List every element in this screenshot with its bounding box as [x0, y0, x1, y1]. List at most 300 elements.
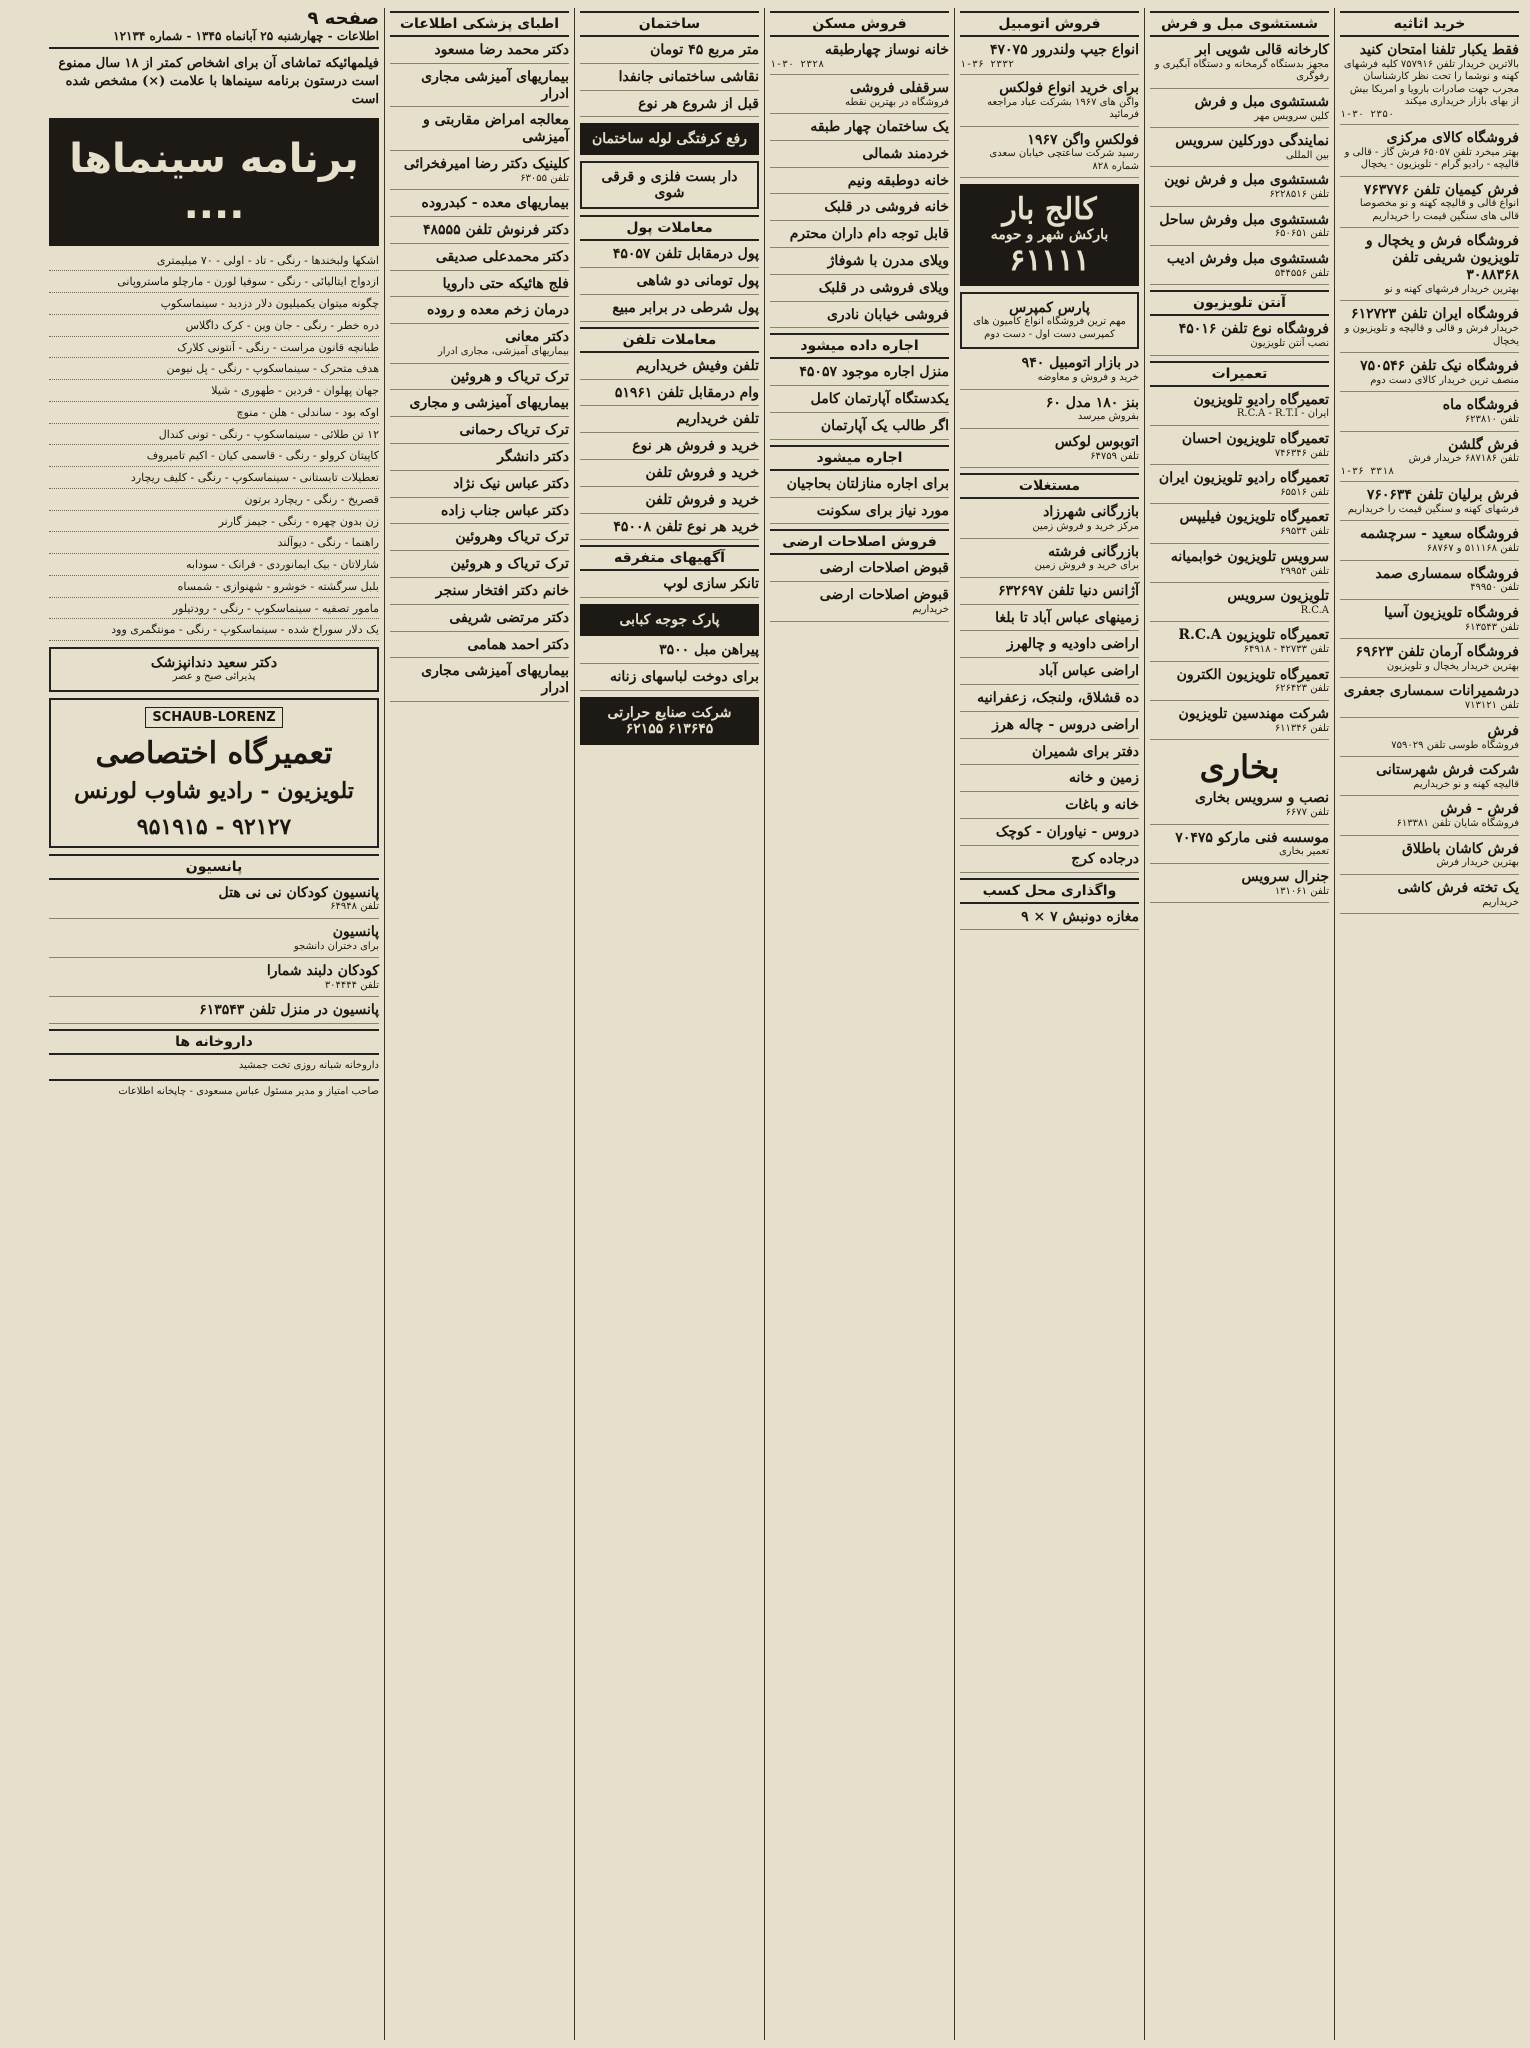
classified-ad	[390, 503, 569, 525]
ad-body: قالیچه کهنه و نو خریداریم	[1413, 778, 1519, 790]
ad-body: رسید شرکت ساعتچی خیابان سعدی شماره ۸۲۸	[989, 148, 1139, 172]
ad-body: بهتر میخرد تلفن ۶۵۰۵۷ فرش گاز - قالی و قالیچه - رادیو گرام - تلویزیون - یخچال	[1344, 146, 1519, 171]
classified-ad	[390, 529, 569, 551]
ad-title: شرکت صنایع حرارتی	[607, 704, 732, 721]
ad-body: تلفن ۶۵۵۱۶	[1280, 486, 1329, 498]
cinema-program-banner: برنامه سینماها ....	[49, 118, 379, 246]
ad-title: برای خرید انواع فولکس	[999, 79, 1139, 96]
classified-ad	[390, 276, 569, 298]
ad-body: بهترین خریدار فرشهای کهنه و نو	[1384, 283, 1519, 295]
ad-title: پانسیون در منزل تلفن ۶۱۳۵۴۳	[199, 1002, 379, 1019]
ad-list	[580, 358, 759, 541]
classified-ad	[390, 637, 569, 659]
classified-ad	[960, 770, 1139, 792]
ad-title: کلینیک دکتر رضا امیرفخرائی	[403, 155, 569, 172]
ad-title: فرش	[1487, 722, 1519, 739]
cinema-listing: کاپیتان کرولو - رنگی - قاسمی کیان - اکیم تامیروف	[49, 449, 379, 467]
classified-ad	[960, 717, 1139, 739]
ad-title: سرویس تلویزیون خوابمیانه	[1170, 548, 1329, 565]
classified-ad	[960, 355, 1139, 389]
classified-ad	[770, 146, 949, 168]
section-header: آگهیهای متفرقه	[580, 545, 759, 571]
ad-title: فروشگاه ماه	[1442, 397, 1519, 414]
classified-ad	[390, 302, 569, 324]
ad-title: جنرال سرویس	[1241, 868, 1329, 885]
ad-body: کلین سرویس مهر	[1254, 110, 1329, 122]
ad-body: خریداریم	[912, 604, 949, 616]
heater-heading: بخاری	[1199, 748, 1280, 787]
classified-ad	[1340, 723, 1519, 757]
ad-title: خانه و باغات	[1065, 797, 1139, 814]
ad-list	[770, 560, 949, 621]
classified-ad	[49, 1002, 379, 1024]
pars-compress-ad	[960, 292, 1139, 349]
classified-ad	[390, 222, 569, 244]
ad-title: فرش برلیان تلفن ۷۶۰۶۳۴	[1366, 486, 1519, 503]
classified-ad	[390, 69, 569, 108]
classified-ad	[960, 504, 1139, 538]
ad-list	[1150, 392, 1329, 741]
classified-ad	[1340, 683, 1519, 717]
ad-title: درمان زخم معده و روده	[426, 302, 569, 319]
classified-ad	[1150, 431, 1329, 465]
ad-body: خریداریم	[1482, 896, 1519, 908]
ad-body: تلفن ۶۸۷۱۸۶ خریدار فرش	[1408, 453, 1519, 465]
ad-title: در بازار اتومبیل ۹۴۰	[1021, 355, 1139, 372]
section-header: پانسیون	[49, 854, 379, 880]
ad-title: دار بست فلزی و قرقی شوی	[601, 169, 738, 202]
ad-title: پول تومانی دو شاهی	[636, 273, 759, 290]
ad-title: قبل از شروع هر نوع	[638, 95, 759, 112]
cinema-listing: ازدواج ایتالیائی - رنگی - سوفیا لورن - مارچلو ماستروپانی	[49, 275, 379, 293]
classified-ad	[1150, 549, 1329, 583]
ad-list	[1150, 42, 1329, 285]
ad-body: فروشگاه شایان تلفن ۶۱۳۳۸۱	[1396, 818, 1519, 830]
classified-ad	[960, 395, 1139, 429]
age-notice: فیلمهائیکه تماشای آن برای اشخاص کمتر از ۱۸ سال ممنوع است درستون برنامه سینماها با علامت (×) مشخص شده است	[58, 56, 379, 108]
ad-title: دکتر احمد همامی	[467, 636, 569, 653]
ad-title: متر مربع ۴۵ تومان	[650, 42, 759, 58]
ad-title: خانه فروشی در قلبک	[824, 199, 949, 216]
classified-ad	[1150, 392, 1329, 426]
classified-ad	[1150, 790, 1329, 824]
classified-ad	[1340, 42, 1519, 125]
classified-ad	[1340, 182, 1519, 229]
ad-title: فروشگاه سمساری صمد	[1375, 565, 1519, 582]
ad-title: یکدستگاه آپارتمان کامل	[810, 391, 949, 408]
ad-title: کارخانه قالی شویی ابر	[1195, 42, 1329, 58]
cinema-listing: راهنما - رنگی - دیوآلند	[49, 536, 379, 554]
ad-body: فرشهای کهنه و سنگین قیمت را خریداریم	[1347, 503, 1519, 515]
cinema-listing: تعطیلات تابستانی - سینماسکوپ - رنگی - کلیف ریچارد	[49, 471, 379, 489]
cinema-listing: چگونه میتوان یکمیلیون دلار دزدید - سینماسکوپ	[49, 297, 379, 315]
ad-title: خانه دوطبقه ونیم	[847, 172, 949, 189]
classified-ad	[960, 824, 1139, 846]
ad-title: اراضی دروس - چاله هرز	[992, 716, 1139, 733]
ad-body: تلفن ۳۰۴۴۴۴	[324, 979, 379, 991]
college-bar-ad	[960, 184, 1139, 286]
ad-body: ایران - R.C.A - R.T.I	[1236, 408, 1329, 420]
ad-title: نصب و سرویس بخاری	[1194, 790, 1329, 807]
ad-title: تعمیرگاه اختصاصی	[95, 735, 333, 771]
cinema-listing: جهان پهلوان - فردین - طهوری - شیلا	[49, 384, 379, 402]
ad-body: منصف ترین خریدار کالای دست دوم	[1370, 374, 1519, 386]
ad-title: فروشگاه فرش و یخچال و تلویزیون شریفی تلفن ۳۰۸۸۳۶۸	[1365, 233, 1519, 283]
ad-title: سرقفلی فروشی	[850, 79, 949, 96]
ad-title: انواع جیپ ولندرور ۴۷۰۷۵	[989, 42, 1139, 58]
classified-ad	[580, 246, 759, 268]
classified-ad	[1150, 212, 1329, 246]
ad-body: بین المللی	[1285, 149, 1329, 161]
schaub-lorenz-ad	[49, 698, 379, 848]
ad-title: فرش کیمیان تلفن ۷۶۳۷۷۶	[1363, 181, 1519, 198]
page-number	[49, 8, 379, 29]
ad-body: تلفن ۲۹۹۵۴	[1280, 565, 1329, 577]
classified-ad	[770, 587, 949, 621]
classified-ad	[1340, 130, 1519, 177]
ad-title: مورد نیاز برای سکونت	[816, 502, 949, 519]
classified-ad	[1150, 588, 1329, 622]
ad-title: مغازه دونبش ۷ × ۹	[1021, 908, 1139, 925]
ad-list	[580, 42, 759, 117]
ad-body: مهم ترین فروشگاه انواع کامیون های کمپرسی دست اول - دست دوم	[973, 316, 1126, 340]
classified-ad	[960, 663, 1139, 685]
classified-ad	[580, 465, 759, 487]
ad-title: رفع کرفتگی لوله ساختمان	[591, 131, 748, 148]
ad-title: بازرگانی فرشته	[1048, 543, 1139, 560]
classified-ad	[960, 80, 1139, 127]
ad-title: دکتر فرنوش تلفن ۴۸۵۵۵	[423, 222, 569, 239]
section-header: اجاره داده میشود	[770, 333, 949, 359]
ad-title: تلفن وفیش خریداریم	[635, 357, 759, 374]
ad-title: قابل توجه دام داران محترم	[789, 226, 949, 243]
classified-ad	[1340, 605, 1519, 639]
ad-body: مرکز خرید و فروش زمین	[1032, 521, 1139, 533]
ad-list	[580, 246, 759, 321]
classified-ad	[1340, 397, 1519, 431]
ad-body: تلفن ۶۲۲۸۵۱۶	[1269, 189, 1329, 201]
kebab-park-ad	[580, 604, 759, 636]
classified-ad	[1150, 509, 1329, 543]
ad-title: یک تخته فرش کاشی	[1397, 879, 1519, 896]
ad-title: فروشگاه آرمان تلفن ۶۹۶۲۳	[1355, 644, 1519, 661]
section-header: ساختمان	[580, 11, 759, 37]
classified-ad	[960, 610, 1139, 632]
ad-title: فروشگاه کالای مرکزی	[1386, 129, 1519, 146]
column-carpet-washing	[1144, 8, 1334, 2040]
ad-title: اگر طالب یک آپارتمان	[820, 418, 949, 435]
page-label: صفحه ۹	[307, 8, 379, 29]
ad-title: شستشوی مبل و فرش	[1194, 93, 1329, 110]
classified-ad	[1150, 667, 1329, 701]
ad-title: بیماریهای آمیزشی مجاری ادرار	[421, 663, 569, 697]
ad-body: واگن های ۱۹۶۷ بشرکت عباد مراجعه فرمائید	[987, 96, 1139, 121]
ad-code: ۱-۳۶ ۲۳۳۲	[960, 58, 1015, 70]
classified-ad	[1340, 437, 1519, 482]
pipe-cleaning-ad	[580, 123, 759, 155]
ad-title: پارس کمپرس	[1009, 300, 1090, 317]
ad-title: تعمیرگاه تلویزیون فیلیپس	[1179, 509, 1329, 526]
ad-title: پیراهن مبل ۳۵۰۰	[659, 642, 759, 659]
ad-title: فقط یکبار تلفنا امتحان کنید	[1359, 42, 1519, 58]
classified-ad	[390, 329, 569, 363]
ad-title: دکتر عباس نیک نژاد	[453, 475, 569, 492]
ad-title: ویلای فروشی در قلبک	[818, 279, 949, 296]
column-buy-furniture	[1334, 8, 1524, 2040]
ad-title: خرید هر نوع تلفن ۴۵۰۰۸	[613, 518, 759, 535]
ad-title: دروس - نیاوران - کوچک	[995, 824, 1139, 841]
ad-title: خانم دکتر افتخار سنجر	[435, 582, 569, 599]
classified-ad	[580, 385, 759, 407]
ad-title: اراضی داودیه و چالهرز	[1006, 636, 1139, 653]
cinema-listing: زن بدون چهره - رنگی - جیمز گارنر	[49, 515, 379, 533]
ad-body: تلفن ۶۴۷۵۹	[1090, 450, 1139, 462]
classified-ad	[1150, 94, 1329, 128]
ad-title: برای دوخت لباسهای زنانه	[610, 668, 759, 685]
classified-ad	[770, 560, 949, 582]
classified-ad	[1340, 880, 1519, 914]
ad-body: تلفن ۶۳۰۵۵	[520, 172, 569, 184]
ad-body: تلفن ۶۱۱۳۴۶	[1274, 722, 1329, 734]
ad-body: تلفن ۶۴۹۴۸	[330, 901, 379, 913]
classified-ad	[1340, 801, 1519, 835]
ad-body: تلفن ۴۹۹۵۰	[1470, 582, 1519, 594]
classified-ad	[1150, 172, 1329, 206]
ad-body: خریدار فرش و قالی و قالیچه و تلویزیون و یخچال	[1344, 323, 1519, 347]
classified-ad	[1150, 321, 1329, 355]
classified-ad	[770, 391, 949, 413]
ad-code: ۱-۳۰ ۲۳۲۸	[770, 58, 825, 70]
ad-title: موسسه فنی مارکو ۷۰۴۷۵	[1175, 829, 1329, 846]
cinema-listing: یک دلار سوراخ شده - سینماسکوپ - رنگی - مونتگمری وود	[49, 623, 379, 641]
classified-ad	[580, 669, 759, 691]
classified-ad	[960, 744, 1139, 766]
ad-title: کالج بار	[1002, 192, 1097, 228]
ad-title: تعمیرگاه تلویزیون الکترون	[1176, 666, 1329, 683]
classified-ad	[1340, 644, 1519, 678]
ad-body: تلفن ۱۳۱۰۶۱	[1274, 885, 1329, 897]
ad-title: فروشگاه سعید - سرچشمه	[1360, 526, 1519, 543]
classified-ad	[960, 42, 1139, 75]
classified-ad	[580, 411, 759, 433]
classified-ad	[49, 924, 379, 958]
ad-title: فرش - فرش	[1440, 801, 1519, 818]
classified-ad	[1150, 627, 1329, 661]
section-header: فروش اتومبیل	[960, 11, 1139, 37]
ad-body: R.C.A	[1300, 604, 1329, 616]
cinema-listing: هدف متحرک - سینماسکوپ - رنگی - پل نیومن	[49, 362, 379, 380]
ad-subtitle: بارکش شهر و حومه	[990, 227, 1109, 244]
classified-ad	[580, 42, 759, 64]
ad-title: کودکان دلبند شمارا	[266, 963, 379, 980]
ad-title: بنز ۱۸۰ مدل ۶۰	[1045, 394, 1139, 411]
ad-body: تعمیر بخاری	[1278, 846, 1329, 858]
classified-ad	[390, 583, 569, 605]
cinema-listing: ۱۲ تن طلائی - سینماسکوپ - رنگی - تونی کندال	[49, 428, 379, 446]
classified-ad	[960, 909, 1139, 931]
ad-title: بازرگانی شهرزاد	[1043, 504, 1139, 521]
ad-title: دکتر محمد رضا مسعود	[434, 42, 569, 58]
classified-ad	[1150, 133, 1329, 167]
ad-title: تلفن خریداریم	[676, 411, 759, 428]
classified-ad	[770, 418, 949, 440]
cinema-listing: قصریخ - رنگی - ریچارد برتون	[49, 493, 379, 511]
ad-title: شرکت فرش شهرستانی	[1376, 762, 1519, 779]
ad-body: تلفن ۵۱۱۱۶۸ و ۶۸۷۶۷	[1426, 543, 1519, 555]
classified-ad	[770, 307, 949, 329]
ad-title: وام درمقابل تلفن ۵۱۹۶۱	[614, 384, 759, 401]
classified-ad	[1150, 42, 1329, 89]
classified-ad	[960, 797, 1139, 819]
cinema-listing: اشکها ولبخندها - رنگی - تاد - اولی - ۷۰ میلیمتری	[49, 254, 379, 272]
ad-title: برای اجاره منازلتان بحاجیان	[786, 475, 949, 492]
ad-body: تلفن ۶۲۶۴۲۳	[1274, 683, 1329, 695]
ad-title: شستشوی مبل و فرش نوین	[1164, 172, 1329, 189]
classified-ad	[1150, 251, 1329, 285]
classified-ad	[770, 226, 949, 248]
section-header: اطبای پزشکی اطلاعات	[390, 11, 569, 37]
column-doctors	[384, 8, 574, 2040]
ad-title: شستشوی مبل وفرش ادیب	[1166, 250, 1329, 267]
publisher-note: صاحب امتیاز و مدیر مسئول عباس مسعودی - چاپخانه اطلاعات	[49, 1079, 379, 1098]
ad-title: خردمند شمالی	[862, 145, 949, 162]
ad-title: ده قشلاق، ولنجک، زعفرانیه	[977, 690, 1139, 707]
ad-list	[960, 355, 1139, 468]
classified-ad	[1340, 306, 1519, 353]
ad-title: اتوبوس لوکس	[1054, 433, 1139, 450]
cinema-listing: مامور تصفیه - سینماسکوپ - رنگی - رودتیلور	[49, 602, 379, 620]
ad-body: بالاترین خریدار تلفن ۷۵۷۹۱۶ کلیه فرشهای کهنه و نوشما را تحت نظر کارشناسان مجرب جهت صادرات بارویا و امریکا بیش از بهای بازار خریداری میکند	[1343, 58, 1519, 108]
ad-title: پانسیون	[332, 923, 379, 940]
classified-ad	[1340, 762, 1519, 796]
cinema-listing: اوکه بود - ساندلی - هلن - منوچ	[49, 406, 379, 424]
classified-ad	[580, 642, 759, 664]
cinema-list	[49, 254, 379, 642]
classified-ad	[49, 963, 379, 997]
ad-title: قبوض اصلاحات ارضی	[819, 587, 949, 604]
classified-ad	[580, 358, 759, 380]
ad-title: خرید و فروش تلفن	[645, 491, 759, 508]
ad-title: دفتر برای شمیران	[1031, 743, 1139, 760]
ad-title: نمایندگی دورکلین سرویس	[1175, 133, 1329, 150]
ad-title: تعمیرگاه رادیو تلویزیون ایران	[1158, 470, 1329, 487]
cinema-listing: طبانچه قانون مراست - رنگی - آنتونی کلارک	[49, 341, 379, 359]
dentist-ad	[49, 647, 379, 692]
ad-title: پول درمقابل تلفن ۴۵۰۵۷	[612, 246, 759, 263]
ad-title: پول شرطی در برابر مبیع	[612, 299, 759, 316]
ad-title: درجاده کرج	[1071, 850, 1139, 867]
ad-title: ترک تریاک رحمانی	[459, 422, 569, 439]
pharmacy-note: داروخانه شبانه روزی تخت جمشید	[238, 1060, 379, 1072]
classified-ad	[390, 476, 569, 498]
classified-ad	[960, 851, 1139, 873]
classified-ad	[390, 663, 569, 702]
ad-title: آژانس دنیا تلفن ۶۳۲۶۹۷	[998, 582, 1139, 599]
ad-title: فولکس واگن ۱۹۶۷	[1027, 131, 1139, 148]
classified-ad	[960, 583, 1139, 605]
heating-company-ad	[580, 697, 759, 745]
classified-ad	[390, 369, 569, 391]
classified-ad	[960, 690, 1139, 712]
column-car-sales	[954, 8, 1144, 2040]
ad-list	[49, 885, 379, 1025]
classified-ad	[390, 112, 569, 151]
classified-ad	[390, 610, 569, 632]
ad-title: نقاشی ساختمانی جانفدا	[618, 68, 759, 85]
classified-ad	[390, 556, 569, 578]
cinema-listing: شارلاتان - بیک ایمانوردی - فرانک - سودابه	[49, 558, 379, 576]
classified-ad	[770, 80, 949, 114]
ad-title: اراضی عباس آباد	[1038, 663, 1139, 680]
ad-title: پارک جوجه کبابی	[619, 612, 720, 629]
ad-phone: ۶۱۳۶۴۵ ۶۲۱۵۵	[625, 720, 714, 737]
ad-title: شستشوی مبل وفرش ساحل	[1159, 211, 1329, 228]
ad-title: تعمیرگاه تلویزیون R.C.A	[1178, 627, 1329, 644]
classified-ad	[1340, 358, 1519, 392]
ad-body: بفروش میرسد	[1077, 411, 1139, 423]
ad-list	[1340, 42, 1519, 914]
section-header: واگذاری محل کسب	[960, 878, 1139, 904]
ad-title: زمین و خانه	[1069, 770, 1139, 787]
ad-body: تلفن ۵۴۴۵۵۶	[1274, 267, 1329, 279]
ad-title: فلج هائیکه حتی دارویا	[442, 275, 569, 292]
classified-ad	[1150, 706, 1329, 740]
section-header: معاملات پول	[580, 215, 759, 241]
classified-ad	[770, 42, 949, 75]
ad-body: بیماریهای آمیزشی، مجاری ادرار	[437, 346, 569, 358]
ad-body: تلفن ۶۲۳۸۱۰	[1464, 414, 1519, 426]
ad-title: دکتر معانی	[505, 329, 569, 346]
classified-ad	[580, 273, 759, 295]
ad-title: خرید و فروش هر نوع	[632, 438, 759, 455]
ad-title: خانه نوساز چهارطبقه	[824, 42, 949, 58]
section-header: آنتن تلویزیون	[1150, 290, 1329, 316]
ad-body: فروشگاه طوسی تلفن ۷۵۹۰۲۹	[1391, 739, 1519, 751]
ad-title: یک ساختمان چهار طبقه	[810, 119, 949, 136]
classified-ad	[770, 173, 949, 195]
ad-title: فروشگاه ایران تلفن ۶۱۲۷۲۳	[1351, 306, 1519, 323]
classified-ad	[580, 438, 759, 460]
classified-ad	[1150, 470, 1329, 504]
ad-body: فروشگاه در بهترین نقطه	[845, 96, 949, 108]
section-header: تعمیرات	[1150, 361, 1329, 387]
ad-title: دکتر مرتضی شریفی	[449, 609, 569, 626]
ad-title: قبوض اصلاحات ارضی	[819, 560, 949, 577]
ad-title: منزل اجاره موجود ۴۵۰۵۷	[799, 364, 949, 381]
ad-body: تلفن ۷۱۳۱۲۱	[1464, 700, 1519, 712]
ad-title: ترک تریاک و هروئین	[450, 556, 569, 573]
classified-ad	[390, 422, 569, 444]
ad-title: دکتر سعید دندانپزشک	[150, 655, 278, 672]
cinema-listing: دره خطر - رنگی - جان وین - کرک داگلاس	[49, 319, 379, 337]
ad-title: دکتر محمدعلی صدیقی	[435, 248, 569, 265]
section-header: مستغلات	[960, 473, 1139, 499]
ad-title: تعمیرگاه تلویزیون احسان	[1181, 430, 1329, 447]
ad-title: درشمیرانات سمساری جعفری	[1343, 683, 1519, 700]
classified-ad	[390, 395, 569, 417]
ad-title: تانکر سازی لوپ	[663, 576, 759, 593]
ad-list	[770, 476, 949, 525]
column-construction	[574, 8, 764, 2040]
ad-title: فرش گلشن	[1448, 436, 1519, 453]
ad-title: خرید و فروش تلفن	[645, 464, 759, 481]
ad-body: بهترین خریدار یخچال و تلویزیون	[1386, 660, 1519, 672]
ad-title: بیماریهای آمیزشی و مجاری	[409, 395, 569, 412]
ad-title: فرش کاشان باطلاق	[1402, 840, 1519, 857]
classified-ad	[770, 280, 949, 302]
ad-code: ۱-۳۰ ۲۳۵۰	[1340, 108, 1395, 120]
classified-ad	[1340, 566, 1519, 600]
